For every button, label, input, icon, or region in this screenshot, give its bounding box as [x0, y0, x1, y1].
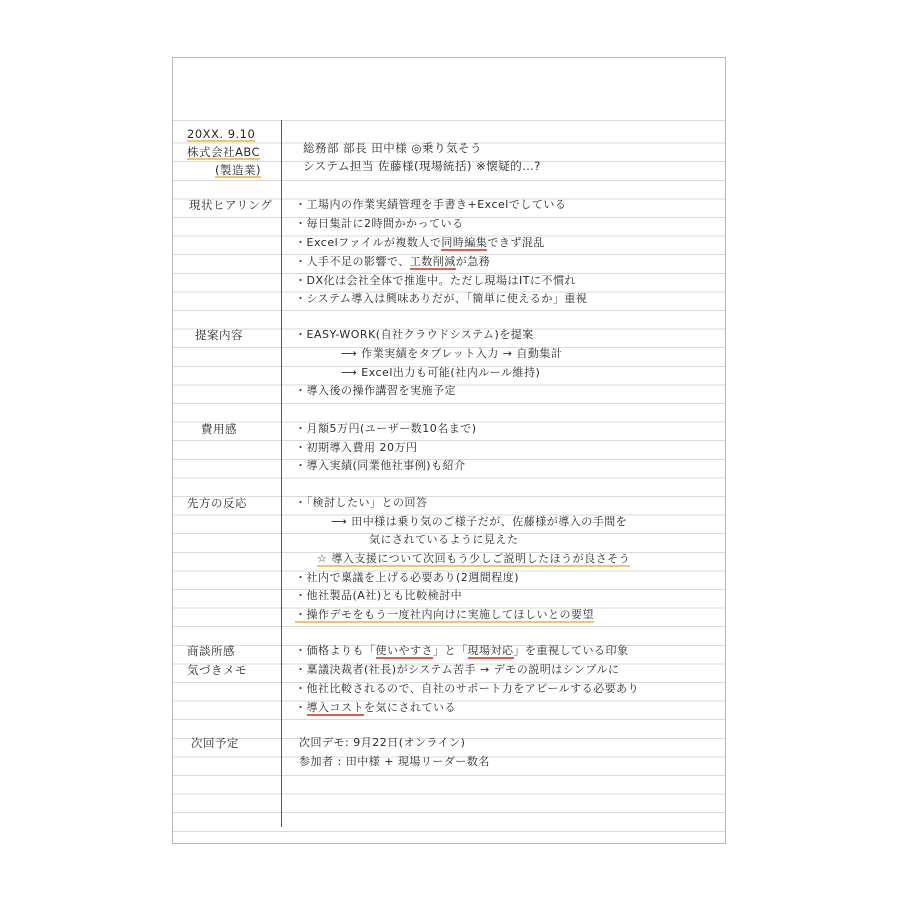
underlined-keyword: 現場対応 — [467, 644, 514, 657]
list-item: ・初期導入費用 20万円 — [295, 441, 418, 454]
list-item: ⟶ Excel出力も可能(社内ルール維持) — [341, 366, 541, 379]
list-item: ・月額5万円(ユーザー数10名まで) — [295, 422, 477, 435]
section-label-current: 現状ヒアリング — [189, 198, 273, 212]
section-label-next: 次回予定 — [191, 736, 239, 750]
list-item-text: ・Excelファイルが複数人で — [295, 236, 442, 249]
list-item: ⟶ 田中様は乗り気のご様子だが、佐藤様が導入の手間を — [331, 515, 628, 528]
highlighted-note: ☆ 導入支援について次回もう少しご説明したほうが良さそう — [317, 552, 631, 565]
list-item: ⟶ 作業実績をタブレット入力 → 自動集計 — [341, 347, 563, 360]
list-item-text: が急務 — [455, 255, 491, 268]
list-item — [295, 701, 456, 715]
list-item: 参加者 : 田中様 + 現場リーダー数名 — [299, 755, 490, 768]
list-item: 次回デモ: 9月22日(オンライン) — [299, 736, 466, 749]
list-item-text: ・ — [295, 701, 307, 714]
margin-line — [281, 120, 282, 827]
underlined-keyword: 使いやすさ — [375, 644, 433, 657]
list-item-text: 」を重視している印象 — [513, 644, 629, 657]
list-item-text: できず混乱 — [487, 236, 545, 249]
highlighted-note: ・操作デモをもう一度社内向けに実施してほしいとの要望 — [295, 608, 594, 621]
list-item: ・DX化は会社全体で推進中。ただし現場はITに不慣れ — [295, 274, 576, 287]
list-item — [295, 236, 545, 250]
list-item-text: ・価格よりも「 — [295, 644, 376, 657]
list-item: ・他社比較されるので、自社のサポート力をアピールする必要あり — [295, 682, 640, 695]
list-item — [295, 644, 629, 658]
list-item: ・導入後の操作講習を実施予定 — [295, 384, 456, 397]
underlined-keyword: 導入コスト — [306, 701, 364, 714]
list-item — [295, 255, 490, 269]
notebook-page — [172, 57, 726, 844]
attendee-line-1: 総務部 部長 田中様 ◎乗り気そう — [303, 141, 482, 155]
list-item: ・他社製品(A社)とも比較検討中 — [295, 589, 463, 602]
list-item: ・毎日集計に2時間かかっている — [295, 217, 464, 230]
list-item-text: を気にされている — [364, 701, 456, 714]
list-item: ・システム導入は興味ありだが、「簡単に使えるか」重視 — [295, 292, 588, 305]
section-label-impression: 商談所感 — [187, 644, 235, 658]
list-item: ・稟議決裁者(社長)がシステム苦手 → デモの説明はシンプルに — [295, 663, 620, 676]
industry-label: (製造業) — [215, 163, 261, 177]
date-label: 20XX. 9.10 — [187, 127, 256, 141]
attendee-line-2: システム担当 佐藤様(現場統括) ※懐疑的…? — [303, 159, 541, 173]
list-item: ・社内で稟議を上げる必要あり(2週間程度) — [295, 571, 520, 584]
underlined-keyword: 工数削減 — [409, 255, 456, 268]
list-item-text: ・人手不足の影響で、 — [295, 255, 410, 268]
list-item: ・導入実績(同業他社事例)も紹介 — [295, 459, 466, 472]
section-label-reaction: 先方の反応 — [187, 496, 247, 510]
list-item: ・工場内の作業実績管理を手書き+Excelでしている — [295, 198, 567, 211]
section-label-cost: 費用感 — [201, 422, 237, 436]
list-item: 気にされているように見えた — [369, 533, 519, 546]
company-label: 株式会社ABC — [187, 145, 261, 159]
section-label-memo: 気づきメモ — [187, 663, 247, 677]
list-item: ・「検討したい」との回答 — [295, 496, 428, 509]
list-item: ・EASY-WORK(自社クラウドシステム)を提案 — [295, 328, 534, 341]
section-label-proposal: 提案内容 — [195, 328, 243, 342]
list-item-text: 」と「 — [433, 644, 468, 657]
underlined-keyword: 同時編集 — [441, 236, 488, 249]
